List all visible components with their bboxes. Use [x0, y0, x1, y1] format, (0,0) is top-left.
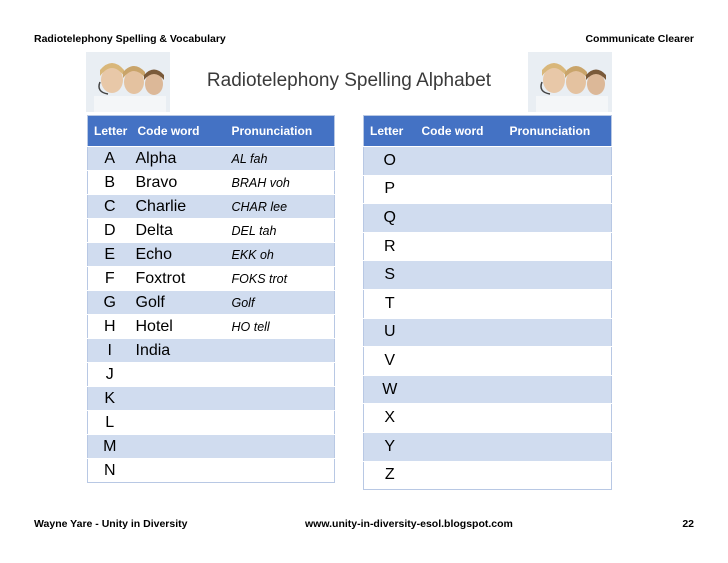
- column-header-letter: Letter: [364, 116, 416, 147]
- letter-cell: J: [88, 363, 132, 387]
- code-word-cell: [132, 363, 226, 387]
- letter-cell: V: [364, 347, 416, 376]
- code-word-cell: [416, 432, 504, 461]
- letter-cell: Q: [364, 204, 416, 233]
- pronunciation-cell: FOKS trot: [226, 267, 335, 291]
- code-word-cell: Charlie: [132, 195, 226, 219]
- code-word-cell: [416, 204, 504, 233]
- pronunciation-cell: AL fah: [226, 147, 335, 171]
- table-row: [364, 432, 612, 461]
- table-row: [88, 387, 335, 411]
- pronunciation-cell: [504, 461, 612, 490]
- code-word-cell: Golf: [132, 291, 226, 315]
- footer-website: www.unity-in-diversity-esol.blogspot.com: [305, 518, 513, 530]
- letter-cell: U: [364, 318, 416, 347]
- letter-cell: Z: [364, 461, 416, 490]
- letter-cell: I: [88, 339, 132, 363]
- table-row: [88, 435, 335, 459]
- table-row: [364, 147, 612, 176]
- letter-cell: H: [88, 315, 132, 339]
- pronunciation-cell: [226, 411, 335, 435]
- code-word-cell: [132, 459, 226, 483]
- operators-photo-left: [86, 52, 170, 112]
- letter-cell: O: [364, 147, 416, 176]
- table-row: [88, 339, 335, 363]
- pronunciation-cell: CHAR lee: [226, 195, 335, 219]
- pronunciation-cell: [226, 459, 335, 483]
- code-word-cell: Alpha: [132, 147, 226, 171]
- code-word-cell: [416, 318, 504, 347]
- table-row: [364, 347, 612, 376]
- pronunciation-cell: Golf: [226, 291, 335, 315]
- table-row: [364, 289, 612, 318]
- letter-cell: K: [88, 387, 132, 411]
- pronunciation-cell: HO tell: [226, 315, 335, 339]
- header-right-title: Communicate Clearer: [585, 33, 694, 45]
- pronunciation-cell: [504, 261, 612, 290]
- header-left-title: Radiotelephony Spelling & Vocabulary: [34, 33, 226, 45]
- letter-cell: S: [364, 261, 416, 290]
- table-row: [364, 175, 612, 204]
- code-word-cell: Hotel: [132, 315, 226, 339]
- code-word-cell: [416, 347, 504, 376]
- letter-cell: F: [88, 267, 132, 291]
- code-word-cell: Bravo: [132, 171, 226, 195]
- code-word-cell: [416, 175, 504, 204]
- code-word-cell: [416, 404, 504, 433]
- table-row: [88, 411, 335, 435]
- column-header-pronunciation: Pronunciation: [504, 116, 612, 147]
- table-row: [88, 459, 335, 483]
- letter-cell: Y: [364, 432, 416, 461]
- table-row: [364, 375, 612, 404]
- table-row: [88, 195, 335, 219]
- pronunciation-cell: DEL tah: [226, 219, 335, 243]
- table-row: [88, 243, 335, 267]
- letter-cell: X: [364, 404, 416, 433]
- pronunciation-cell: BRAH voh: [226, 171, 335, 195]
- code-word-cell: [132, 435, 226, 459]
- pronunciation-cell: [504, 347, 612, 376]
- letter-cell: R: [364, 232, 416, 261]
- code-word-cell: [416, 289, 504, 318]
- pronunciation-cell: [226, 363, 335, 387]
- table-row: [88, 267, 335, 291]
- letter-cell: N: [88, 459, 132, 483]
- letter-cell: P: [364, 175, 416, 204]
- table-row: [364, 318, 612, 347]
- table-row: [88, 315, 335, 339]
- table-row: [364, 204, 612, 233]
- pronunciation-cell: [504, 147, 612, 176]
- letter-cell: T: [364, 289, 416, 318]
- code-word-cell: [132, 387, 226, 411]
- letter-cell: B: [88, 171, 132, 195]
- pronunciation-cell: [504, 318, 612, 347]
- pronunciation-cell: [504, 232, 612, 261]
- column-header-letter: Letter: [88, 116, 132, 147]
- pronunciation-cell: [504, 175, 612, 204]
- table-row: [364, 404, 612, 433]
- pronunciation-cell: [504, 204, 612, 233]
- code-word-cell: Foxtrot: [132, 267, 226, 291]
- letter-cell: G: [88, 291, 132, 315]
- table-row: [88, 291, 335, 315]
- pronunciation-cell: [504, 404, 612, 433]
- letter-cell: A: [88, 147, 132, 171]
- pronunciation-cell: [226, 435, 335, 459]
- letter-cell: L: [88, 411, 132, 435]
- letter-cell: M: [88, 435, 132, 459]
- pronunciation-cell: [504, 375, 612, 404]
- slide-title: Radiotelephony Spelling Alphabet: [206, 70, 492, 91]
- pronunciation-cell: [226, 387, 335, 411]
- table-row: [364, 232, 612, 261]
- letter-cell: E: [88, 243, 132, 267]
- table-row: [88, 147, 335, 171]
- pronunciation-cell: [226, 339, 335, 363]
- operators-photo-right: [528, 52, 612, 112]
- alphabet-table-left: [87, 115, 335, 483]
- code-word-cell: [416, 261, 504, 290]
- letter-cell: C: [88, 195, 132, 219]
- table-row: [364, 461, 612, 490]
- code-word-cell: [416, 461, 504, 490]
- footer-author: Wayne Yare - Unity in Diversity: [34, 518, 188, 530]
- code-word-cell: Delta: [132, 219, 226, 243]
- pronunciation-cell: EKK oh: [226, 243, 335, 267]
- code-word-cell: [416, 375, 504, 404]
- code-word-cell: [132, 411, 226, 435]
- table-row: [364, 261, 612, 290]
- code-word-cell: [416, 232, 504, 261]
- column-header-code-word: Code word: [416, 116, 504, 147]
- code-word-cell: India: [132, 339, 226, 363]
- footer-page-number: 22: [682, 518, 694, 530]
- table-row: [88, 219, 335, 243]
- table-row: [88, 363, 335, 387]
- pronunciation-cell: [504, 432, 612, 461]
- code-word-cell: [416, 147, 504, 176]
- letter-cell: W: [364, 375, 416, 404]
- column-header-pronunciation: Pronunciation: [226, 116, 335, 147]
- column-header-code-word: Code word: [132, 116, 226, 147]
- alphabet-table-right: [363, 115, 612, 490]
- letter-cell: D: [88, 219, 132, 243]
- table-row: [88, 171, 335, 195]
- code-word-cell: Echo: [132, 243, 226, 267]
- pronunciation-cell: [504, 289, 612, 318]
